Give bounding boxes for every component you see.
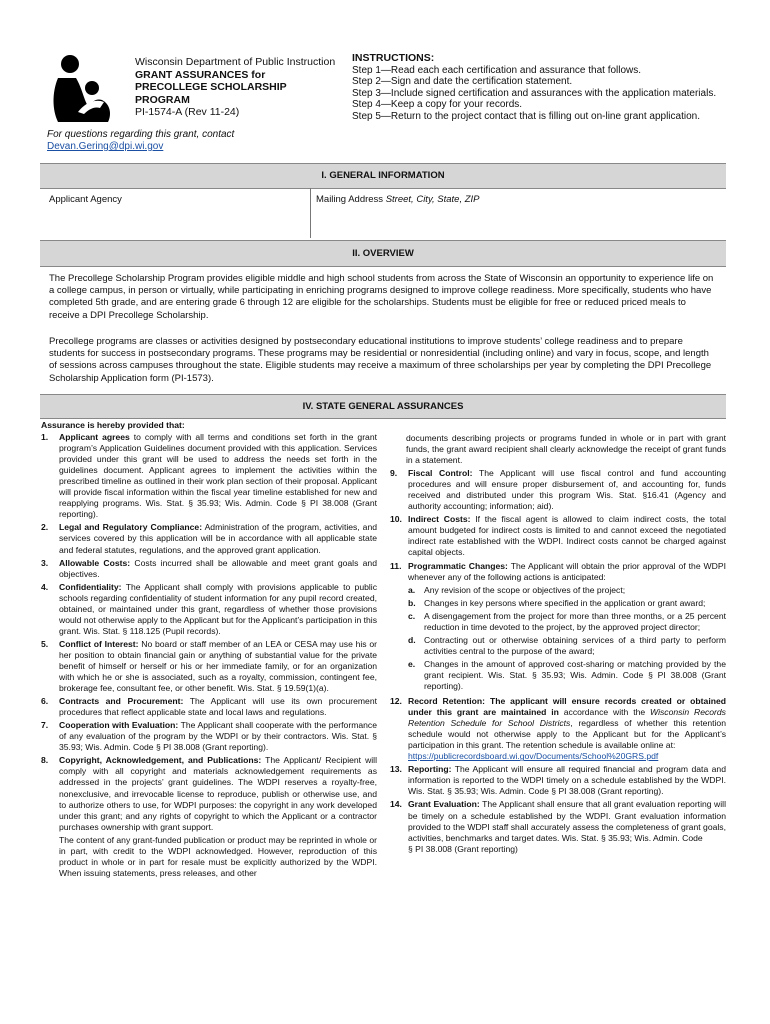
instruction-step: Step 4—Keep a copy for your records. [352,99,523,111]
instructions-title: INSTRUCTIONS: [352,52,435,64]
instruction-step: Step 1—Read each each certification and assurance that follows. [352,64,642,76]
assurance-item: 12. Record Retention: The applicant will ensure records created or obtained under this grant are maintained in accordance with the Wisconsin Records Retention Schedule for School Districts, regardless of whether this retention schedule would not otherwise apply to the Applicant but for the Applicant’s participation in this grant. The retention schedule is available online at: https://publicrecordsboard.wi.gov/Documents/School%20GRS.pdf [390,696,726,762]
section-general-information-header [40,163,726,189]
contact-email-link[interactable]: Devan.Gering@dpi.wi.gov [47,141,164,152]
assurance-item: 2. Legal and Regulatory Compliance: Administration of the program, activities, and services covered by this application will be in accordance with all applicable state and federal statutes, regulations, and the approved grant application. [41,522,378,555]
department-name: Wisconsin Department of Public Instruction [135,56,336,68]
contact-info [47,129,234,153]
section-assurances-header [40,394,726,419]
assurance-item: 8. Copyright, Acknowledgement, and Publications: The Applicant/ Recipient will comply with all copyright and materials acknowledgement requirements as addressed in the projects’ grant guidelines. The WDPI reserves a royalty-free, nonexclusive, and irrevocable license to reproduce, publish or otherwise use, and to authorize others to use, for WDPI purposes: the copyright in any work developed under this grant; and any rights of copyright to which the Applicant or a contractor purchases ownership with grant support. [41,755,377,832]
overview-paragraph-1: The Precollege Scholarship Program provides eligible middle and high school students from across the State of Wisconsin an opportunity to experience life on a college campus, in person or virtually, while participating in enriching programs designed to improve college readiness. More specifically, students who have completed 5th grade, and are entering grade 6 through 12 are eligible for the scholarships. Students must be eligible for free or reduced priced meals to receive a DPI Precollege Scholarship. [49,273,714,321]
assurance-item: 11. Programmatic Changes: The Applicant will obtain the prior approval of the WDPI whenever any of the following actions is anticipated: a. Any revision of the scope or objectives of the project; b. Changes in key persons where specified in the application or grant award; c. A disengagement from the project for more than three months, or a 25 percent reduction in time devoted to the project, by the approved project director; d. Contracting out or otherwise obtaining services of a third party to perform activities central to the purpose of the award; e. Changes in the amount of approved cost-sharing or matching provided by the grant recipient. Wis. Stat. § 35.93; Wis. Admin. Code § PI 38.008 (Grant reporting). [390,560,726,691]
sub-item: c. A disengagement from the project for more than three months, or a 25 percent reduction in time devoted to the project, by the approved project director; [408,610,726,632]
form-title-line2: PRECOLLEGE SCHOLARSHIP [135,81,287,93]
form-title-line1: GRANT ASSURANCES for [135,68,266,81]
assurance-item: 5. Conflict of Interest: No board or staff member of an LEA or CESA may use his or her position to obtain financial gain or anything of substantial value for the private benefit of himself or herself or his or her immediate family, or for an organization with which he or she is associated, such as a royalty, commission, contingent fee, brokerage fee, consultant fee, or other benefit. Wis. Stat. § 19.59(1)(a). [41,638,377,694]
form-header [135,56,335,119]
form-title-line3: PROGRAM [135,93,190,106]
mailing-address-field[interactable] [311,188,726,238]
assurance-continuation: documents describing projects or programs funded in whole or in part with grant funds, the grant award recipient shall clearly acknowledge the receipt of grant funds in a statement. [406,433,726,466]
mailing-address-label: Mailing Address [316,194,384,205]
assurances-right-column [390,433,726,857]
applicant-agency-field[interactable] [40,188,311,238]
dpi-logo [48,52,118,124]
assurance-item: 6. Contracts and Procurement: The Applicant will use its own procurement procedures that reflect applicable state and local laws and regulations. [41,696,378,718]
instruction-step: Step 3—Include signed certification and assurances with the application materials. [352,87,717,99]
instruction-step: Step 2—Sign and date the certification statement. [352,76,573,88]
form-number: PI-1574-A (Rev 11-24) [135,106,240,118]
sub-item: b. Changes in key persons where specified in the application or grant award; [408,597,706,608]
assurance-item: 3. Allowable Costs: Costs incurred shall be allowable and meet grant goals and objectives. [41,557,377,579]
sub-item: d. Contracting out or otherwise obtaining services of a third party to perform activities central to the purpose of the award; [408,634,726,656]
instruction-step: Step 5—Return to the project contact that is filling out on-line grant application. [352,110,700,122]
assurance-item: 4. Confidentiality: The Applicant shall comply with provisions applicable to public schools regarding confidentiality of student information for any pupil record created, obtained, or maintained under this grant, regardless of whether those provisions would not otherwise apply to the Applicant but for the Applicant’s participation in this grant. Wis. Stat. § 118.125 (Pupil records). [41,581,378,636]
contact-text: For questions regarding this grant, contact [47,129,235,140]
section-title: IV. STATE GENERAL ASSURANCES [302,401,464,412]
sub-item: a. Any revision of the scope or objectives of the project; [408,584,626,595]
assurance-item: 1. Applicant agrees to comply with all terms and conditions set forth in the grant program’s Application Guidelines document provided with this application. Services provided under this grant will be used to address the needs set forth in the guidelines document. Applicant agrees to implement the activities within the prescribed timeline as outlined in their work plan section of their proposal. Applicant will provide fiscal information within the fiscal year timeline established for new and reapplying programs. Wis. Stat. § 35.93; Wis. Admin. Code § PI 38.008 (Grant reporting). [41,432,378,520]
assurance-continuation: The content of any grant-funded publication or product may be reprinted in whole or in part, with credit to the WDPI acknowledged. However, reproduction of this product in whole or in part for resale must be explicitly authorized by the WDPI. When issuing statements, press releases, and other [59,834,377,878]
overview-paragraph-2: Precollege programs are classes or activities designed by postsecondary educational institutions to improve students’ college readiness and to prepare students for success in postsecondary programs. These programs may be residential or nonresidential (including online) and vary in focus, scope, and length of sessions across campuses throughout the state. Eligible students may receive a maximum of three scholarships per year by completing the DPI Precollege Scholarship Application form (PI-1573). [49,336,712,384]
sub-item: e. Changes in the amount of approved cost-sharing or matching provided by the grant recipient. Wis. Stat. § 35.93; Wis. Admin. Code § PI 38.008 (Grant reporting). [408,658,726,691]
applicant-agency-label: Applicant Agency [49,194,122,205]
assurances-intro: Assurance is hereby provided that: [41,420,185,430]
section-title: I. GENERAL INFORMATION [321,170,445,181]
mailing-address-hint: Street, City, State, ZIP [385,194,480,205]
assurance-item: 7. Cooperation with Evaluation: The Applicant shall cooperate with the performance of any evaluation of the program by the WDPI or by their contractors. Wis. Stat. § 35.93; Wis. Admin. Code § PI 38.008 (Grant reporting). [41,720,377,753]
assurance-item: 9. Fiscal Control: The Applicant will use fiscal control and fund accounting procedures and will ensure proper disbursement of, and accounting for, funds received and distributed under this program Wis. Stat. §16.41 (Agency and authority accounting; information; aid). [390,468,726,512]
assurance-item: 13. Reporting: The Applicant will ensure all required financial and program data and information is reported to the WDPI timely on a schedule established by the WDPI. Wis. Stat. § 35.93; Wis. Admin. Code § PI 38.008 (Grant reporting). [390,764,726,797]
instructions [352,53,716,123]
assurance-item: 10. Indirect Costs: If the fiscal agent is allowed to claim indirect costs, the total amount budgeted for indirect costs is limited to and cannot exceed the negotiated indirect rate established with the WDPI. Indirect costs cannot be charged against capital objects. [390,514,726,558]
retention-schedule-link[interactable]: https://publicrecordsboard.wi.gov/Documents/School%20GRS.pdf [408,751,659,762]
section-overview-header [40,240,726,267]
assurance-item: 14. Grant Evaluation: The Applicant shall ensure that all grant evaluation reporting will be timely on a schedule established by the WDPI. Grant evaluation information provided to the WDPI staff shall accurately assess the completeness of grant goals, activities, benchmarks and target dates. Wis. Stat. § 35.93; Wis. Admin. Code § PI 38.008 (Grant reporting) [390,799,726,854]
section-title: II. OVERVIEW [352,248,414,259]
assurances-left-column [41,420,377,881]
